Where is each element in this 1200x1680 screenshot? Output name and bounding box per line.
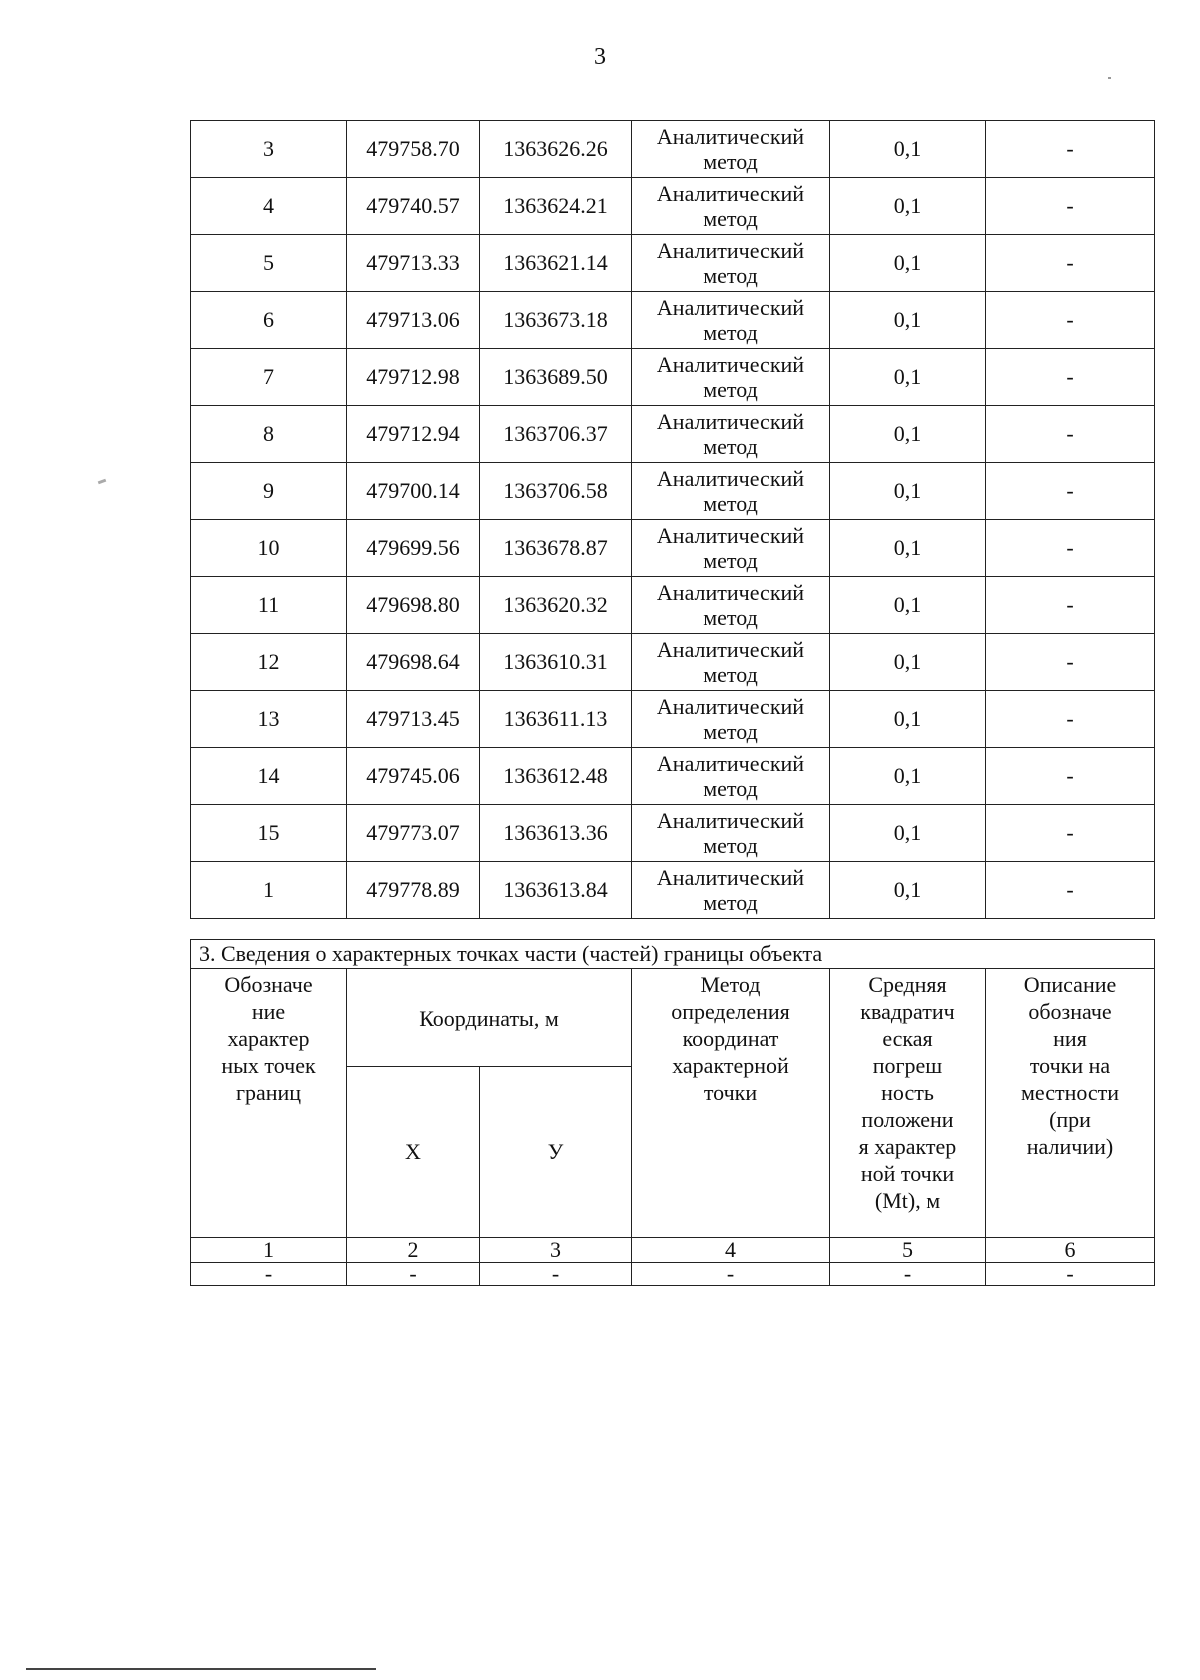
header-point-designation	[191, 969, 347, 1238]
empty-cell: -	[480, 1263, 632, 1286]
header-line: Описание	[1023, 972, 1117, 997]
empty-cell: -	[986, 1263, 1155, 1286]
method	[632, 178, 830, 235]
coord-y: 1363620.32	[480, 577, 632, 634]
mean-error: 0,1	[830, 292, 986, 349]
table-row	[191, 349, 1155, 406]
section-title: 3. Сведения о характерных точках части (частей) границы объекта	[191, 940, 1155, 969]
description: -	[986, 577, 1155, 634]
table-row	[191, 121, 1155, 178]
page-number: 3	[594, 44, 606, 70]
method-line: Аналитический	[656, 409, 805, 434]
table-row	[191, 748, 1155, 805]
header-coordinates: Координаты, м	[347, 969, 632, 1067]
description: -	[986, 463, 1155, 520]
coord-x: 479698.64	[347, 634, 480, 691]
header-line: характерной	[672, 1053, 789, 1078]
method	[632, 349, 830, 406]
mean-error: 0,1	[830, 463, 986, 520]
method-line: метод	[703, 890, 758, 915]
mean-error: 0,1	[830, 235, 986, 292]
method-line: Аналитический	[656, 694, 805, 719]
method-line: метод	[703, 719, 758, 744]
coord-x: 479699.56	[347, 520, 480, 577]
method-line: Аналитический	[656, 466, 805, 491]
coord-x: 479740.57	[347, 178, 480, 235]
method-line: метод	[703, 206, 758, 231]
method-line: Аналитический	[656, 865, 805, 890]
coord-y: 1363610.31	[480, 634, 632, 691]
method-line: Аналитический	[656, 124, 805, 149]
table-row	[191, 691, 1155, 748]
method-line: метод	[703, 662, 758, 687]
coord-x: 479712.94	[347, 406, 480, 463]
point-number: 9	[191, 463, 347, 520]
coord-x: 479713.45	[347, 691, 480, 748]
table-row	[191, 406, 1155, 463]
header-line: положени	[861, 1107, 954, 1132]
description: -	[986, 235, 1155, 292]
table-row	[191, 577, 1155, 634]
description: -	[986, 748, 1155, 805]
point-number: 12	[191, 634, 347, 691]
header-line: наличии)	[1026, 1134, 1114, 1159]
coord-y: 1363613.84	[480, 862, 632, 919]
method-line: метод	[703, 434, 758, 459]
empty-cell: -	[632, 1263, 830, 1286]
point-number: 15	[191, 805, 347, 862]
table-row	[191, 463, 1155, 520]
coord-y: 1363673.18	[480, 292, 632, 349]
header-y: У	[480, 1067, 632, 1238]
method	[632, 748, 830, 805]
empty-cell: -	[347, 1263, 480, 1286]
header-x: Х	[347, 1067, 480, 1238]
header-mean-error	[830, 969, 986, 1238]
header-description	[986, 969, 1155, 1238]
method-line: метод	[703, 377, 758, 402]
table-row	[191, 520, 1155, 577]
header-line: ных точек	[221, 1053, 316, 1078]
method-line: метод	[703, 320, 758, 345]
header-line: (при	[1049, 1107, 1091, 1132]
scan-speck	[1108, 77, 1111, 79]
column-number: 2	[347, 1238, 480, 1263]
header-line: ние	[251, 999, 286, 1024]
point-number: 3	[191, 121, 347, 178]
method	[632, 634, 830, 691]
table-row	[191, 178, 1155, 235]
method	[632, 121, 830, 178]
description: -	[986, 349, 1155, 406]
method-line: Аналитический	[656, 295, 805, 320]
method-line: Аналитический	[656, 181, 805, 206]
table-row	[191, 235, 1155, 292]
boundary-points-table	[190, 120, 1155, 919]
description: -	[986, 805, 1155, 862]
column-number: 3	[480, 1238, 632, 1263]
header-line: определения	[671, 999, 790, 1024]
method-line: Аналитический	[656, 808, 805, 833]
header-line: координат	[682, 1026, 779, 1051]
point-number: 14	[191, 748, 347, 805]
header-line: местности	[1020, 1080, 1120, 1105]
header-line: Метод	[700, 972, 761, 997]
method-line: метод	[703, 605, 758, 630]
description: -	[986, 520, 1155, 577]
coord-y: 1363613.36	[480, 805, 632, 862]
table-row	[191, 862, 1155, 919]
table-row	[191, 805, 1155, 862]
coord-x: 479758.70	[347, 121, 480, 178]
point-number: 7	[191, 349, 347, 406]
method	[632, 406, 830, 463]
coord-y: 1363678.87	[480, 520, 632, 577]
method-line: метод	[703, 776, 758, 801]
method-line: Аналитический	[656, 580, 805, 605]
point-number: 4	[191, 178, 347, 235]
coord-y: 1363689.50	[480, 349, 632, 406]
description: -	[986, 634, 1155, 691]
method	[632, 577, 830, 634]
bottom-rule	[26, 1668, 376, 1670]
coord-x: 479713.33	[347, 235, 480, 292]
mean-error: 0,1	[830, 691, 986, 748]
point-number: 5	[191, 235, 347, 292]
empty-cell: -	[830, 1263, 986, 1286]
header-line: характер	[227, 1026, 310, 1051]
method-line: Аналитический	[656, 523, 805, 548]
method	[632, 463, 830, 520]
header-line: погреш	[872, 1053, 943, 1078]
scan-speck	[98, 479, 107, 485]
mean-error: 0,1	[830, 349, 986, 406]
coord-x: 479773.07	[347, 805, 480, 862]
coord-x: 479778.89	[347, 862, 480, 919]
empty-cell: -	[191, 1263, 347, 1286]
description: -	[986, 862, 1155, 919]
column-number: 4	[632, 1238, 830, 1263]
point-number: 8	[191, 406, 347, 463]
coord-y: 1363706.37	[480, 406, 632, 463]
mean-error: 0,1	[830, 634, 986, 691]
table-row	[191, 634, 1155, 691]
mean-error: 0,1	[830, 406, 986, 463]
method-line: метод	[703, 548, 758, 573]
header-line: Средняя	[868, 972, 947, 997]
coord-x: 479698.80	[347, 577, 480, 634]
column-number: 6	[986, 1238, 1155, 1263]
method	[632, 805, 830, 862]
description: -	[986, 406, 1155, 463]
method	[632, 691, 830, 748]
method	[632, 520, 830, 577]
method-line: Аналитический	[656, 352, 805, 377]
header-line: квадратич	[860, 999, 955, 1024]
coord-x: 479713.06	[347, 292, 480, 349]
coord-x: 479712.98	[347, 349, 480, 406]
mean-error: 0,1	[830, 862, 986, 919]
coord-y: 1363611.13	[480, 691, 632, 748]
header-line: точки на	[1029, 1053, 1111, 1078]
header-line: границ	[235, 1080, 302, 1105]
description: -	[986, 691, 1155, 748]
part-boundary-table	[190, 939, 1155, 1286]
coord-y: 1363626.26	[480, 121, 632, 178]
header-line: ния	[1053, 1026, 1087, 1051]
point-number: 13	[191, 691, 347, 748]
header-method	[632, 969, 830, 1238]
method	[632, 862, 830, 919]
header-line: я характер	[858, 1134, 957, 1159]
header-line: точки	[703, 1080, 758, 1105]
mean-error: 0,1	[830, 178, 986, 235]
coord-y: 1363624.21	[480, 178, 632, 235]
column-number: 5	[830, 1238, 986, 1263]
description: -	[986, 178, 1155, 235]
mean-error: 0,1	[830, 121, 986, 178]
method-line: Аналитический	[656, 637, 805, 662]
point-number: 6	[191, 292, 347, 349]
header-line: ность	[881, 1080, 934, 1105]
coord-y: 1363621.14	[480, 235, 632, 292]
header-line: (Mt), м	[874, 1188, 941, 1213]
method	[632, 292, 830, 349]
mean-error: 0,1	[830, 748, 986, 805]
description: -	[986, 292, 1155, 349]
header-line: обозначе	[1028, 999, 1112, 1024]
point-number: 11	[191, 577, 347, 634]
header-line: еская	[882, 1026, 933, 1051]
point-number: 10	[191, 520, 347, 577]
column-number: 1	[191, 1238, 347, 1263]
mean-error: 0,1	[830, 805, 986, 862]
method-line: метод	[703, 149, 758, 174]
description: -	[986, 121, 1155, 178]
mean-error: 0,1	[830, 520, 986, 577]
coord-y: 1363706.58	[480, 463, 632, 520]
method	[632, 235, 830, 292]
header-line: Обозначе	[224, 972, 313, 997]
method-line: метод	[703, 491, 758, 516]
point-number: 1	[191, 862, 347, 919]
table-row	[191, 292, 1155, 349]
coord-x: 479700.14	[347, 463, 480, 520]
coord-x: 479745.06	[347, 748, 480, 805]
coord-y: 1363612.48	[480, 748, 632, 805]
mean-error: 0,1	[830, 577, 986, 634]
method-line: метод	[703, 263, 758, 288]
method-line: метод	[703, 833, 758, 858]
header-line: ной точки	[860, 1161, 955, 1186]
method-line: Аналитический	[656, 751, 805, 776]
method-line: Аналитический	[656, 238, 805, 263]
